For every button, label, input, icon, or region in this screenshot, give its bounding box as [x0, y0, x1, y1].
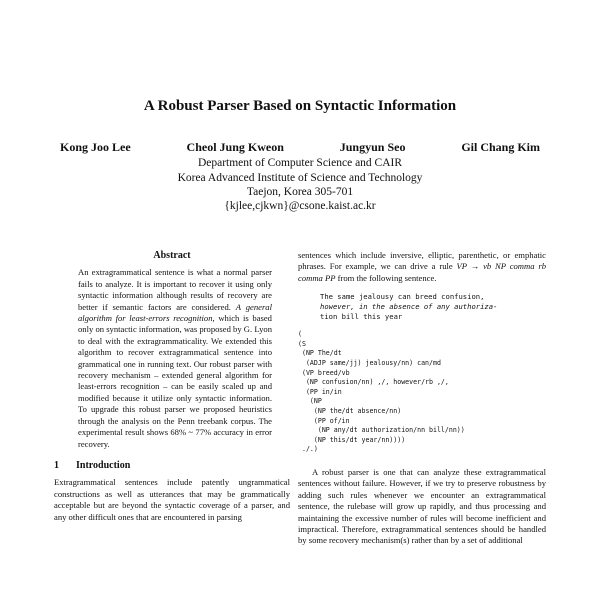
- right-column: [298, 250, 546, 547]
- affiliation-department: Department of Computer Science and CAIR: [197, 157, 403, 169]
- section-number: 1: [54, 459, 59, 471]
- affiliation-email: {kjlee,cjkwn}@csone.kaist.ac.kr: [224, 200, 376, 212]
- left-column: [54, 250, 290, 523]
- author-name: Gil Chang Kim: [461, 140, 540, 154]
- body-paragraph: A robust parser is one that can analyze these extragrammatical sentences without failure. However, if we try to preserve robustness by adding such rules whenever we encounter an extragrammatical sentence, the rulebase will grow up rapidly, and thus processing and maintaining the excessive number of rules will become inefficient and impractical. Therefore, extragrammatical sentences should be handled by some recovery mechanism(s) rather than by a set of additional: [298, 466, 546, 546]
- section-title: Introduction: [76, 459, 131, 471]
- introduction-text: Extragrammatical sentences include patently ungrammatical constructions as well as utterances that may be grammatically acceptable but are beyond the syntactic coverage of a parser, and any other difficult ones that are encountered in parsing: [54, 477, 290, 522]
- section-heading: [54, 460, 290, 471]
- author-name: Kong Joo Lee: [60, 140, 131, 154]
- paper-title: A Robust Parser Based on Syntactic Information: [143, 98, 457, 114]
- example-sentence: The same jealousy can breed confusion, however, in the absence of any authoriza- tion bill this year: [320, 292, 498, 322]
- abstract-emphasis: A general algorithm for least-errors recognition: [78, 301, 272, 324]
- author-name: Jungyun Seo: [339, 140, 406, 154]
- abstract-heading: Abstract: [153, 250, 191, 261]
- affiliation-address: Taejon, Korea 305-701: [246, 186, 354, 198]
- abstract-text: An extragrammatical sentence is what a normal parser fails to analyze. It is important to recover it using only syntactic information although results of recovery are better if semantic factors are considered. A general algorithm for least-errors recognition, which is based only on syntactic information, was proposed by G. Lyon to deal with the extragrammaticality. We extended this algorithm to recover extragrammatical sentence into grammatical one in running text. Our robust parser with recovery mechanism – extended general algorithm for least-errors recognition – can be easily scaled up and modified because it utilize only syntactic information. To upgrade this robust parser we proposed heuristics through the analysis on the Penn treebank corpus. The experimental result shows 68% ~ 77% accuracy in error recovery.: [78, 267, 272, 449]
- parse-tree: ( (S (NP The/dt (ADJP same/jj) jealousy/nn) can/md (VP breed/vb (NP confusion/nn) ,/, however/rb ,/, (PP in/in (NP (NP the/dt absence/nn) (PP of/in (NP any/dt authorization/nn bill/nn)) (NP this/dt year/nn)))) ./.): [298, 330, 465, 454]
- author-list: [60, 140, 540, 155]
- body-paragraph: sentences which include inversive, elliptic, parenthetic, or emphatic phrases. For example, we can drive a rule VP → vb NP comma rb comma PP from the following sentence.: [298, 250, 546, 283]
- affiliation-institute: Korea Advanced Institute of Science and Technology: [177, 172, 423, 184]
- author-name: Cheol Jung Kweon: [186, 140, 284, 154]
- grammar-rule: VP → vb NP comma rb comma PP: [298, 261, 546, 283]
